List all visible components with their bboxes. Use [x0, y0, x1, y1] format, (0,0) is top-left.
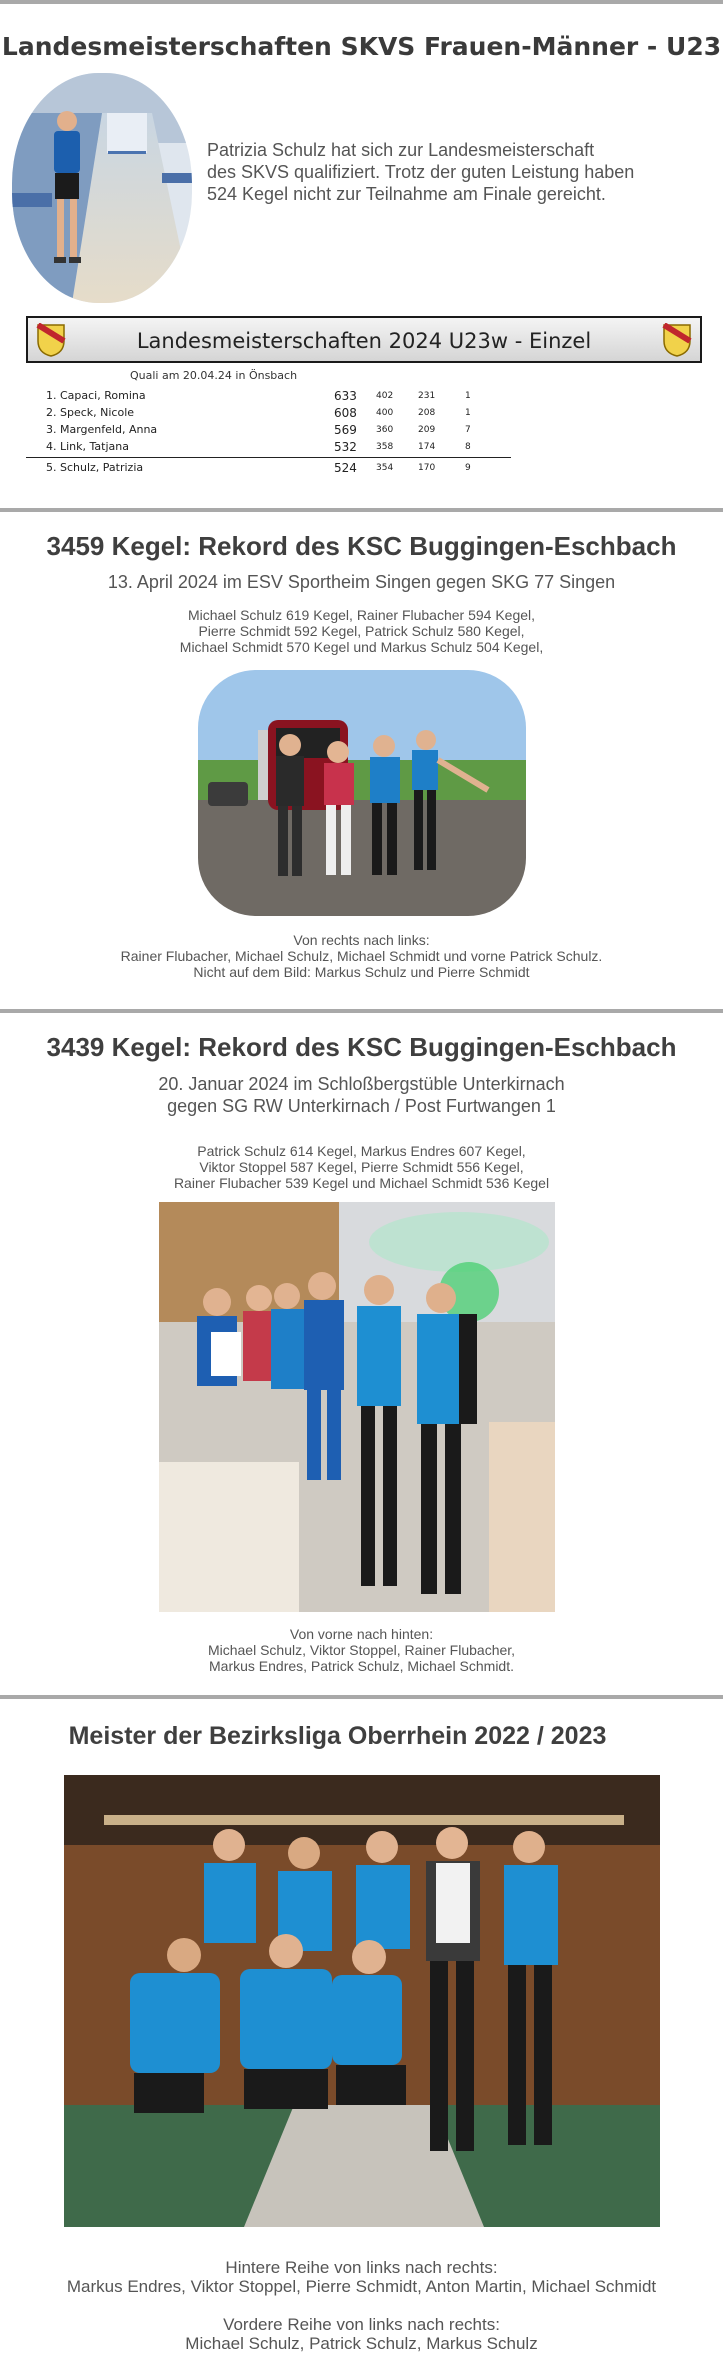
result-line: Michael Schmidt 570 Kegel und Markus Schulz 504 Kegel,	[179, 639, 544, 655]
section2-title: 3459 Kegel: Rekord des KSC Buggingen-Eschbach	[46, 531, 677, 561]
section2-results	[0, 607, 723, 655]
player-clear: 208	[418, 408, 436, 418]
section3-title: 3439 Kegel: Rekord des KSC Buggingen-Eschbach	[46, 1032, 677, 1062]
table-row	[46, 406, 476, 423]
table-row	[46, 440, 476, 457]
player-full: 358	[376, 442, 394, 452]
player-clear: 170	[418, 463, 436, 473]
player-total: 569	[334, 423, 357, 437]
ranking-quali-note: Quali am 20.04.24 in Önsbach	[130, 369, 298, 382]
player-clear: 231	[418, 391, 436, 401]
section2-caption	[0, 932, 723, 980]
crest-icon	[662, 323, 692, 357]
photo-team-restaurant	[159, 1202, 555, 1612]
caption-line: Rainer Flubacher, Michael Schulz, Michael Schmidt und vorne Patrick Schulz.	[120, 948, 603, 964]
divider	[0, 1009, 723, 1013]
subtitle-line: 20. Januar 2024 im Schloßbergstüble Unterkirnach	[158, 1074, 565, 1094]
player-name: 1. Capaci, Romina	[46, 389, 146, 402]
player-misses: 9	[465, 463, 471, 473]
table-row	[46, 461, 476, 478]
section3-caption	[0, 1626, 723, 1674]
player-total: 532	[334, 440, 357, 454]
photo-team-champions	[64, 1775, 660, 2227]
photo-team-car	[198, 670, 526, 916]
section4-title: Meister der Bezirksliga Oberrhein 2022 / 2023	[68, 1722, 607, 1750]
table-row	[46, 389, 476, 406]
subtitle-line: gegen SG RW Unterkirnach / Post Furtwangen 1	[167, 1096, 556, 1116]
result-line: Michael Schulz 619 Kegel, Rainer Flubacher 594 Kegel,	[187, 607, 536, 623]
player-full: 402	[376, 391, 394, 401]
player-full: 400	[376, 408, 394, 418]
player-name: 3. Margenfeld, Anna	[46, 423, 158, 436]
section4-caption	[0, 2258, 723, 2353]
player-total: 608	[334, 406, 357, 420]
caption-line: Von rechts nach links:	[293, 932, 430, 948]
section1-title: Landesmeisterschaften SKVS Frauen-Männer - U23	[1, 32, 722, 61]
qualification-cutline	[26, 457, 511, 458]
player-misses: 8	[465, 442, 471, 452]
caption-line: Michael Schulz, Viktor Stoppel, Rainer Flubacher,	[207, 1642, 516, 1658]
ranking-title: Landesmeisterschaften 2024 U23w - Einzel	[136, 329, 592, 353]
section3-results	[0, 1143, 723, 1191]
result-line: Patrick Schulz 614 Kegel, Markus Endres 607 Kegel,	[197, 1143, 526, 1159]
player-name: 2. Speck, Nicole	[46, 406, 135, 419]
intro-line: 524 Kegel nicht zur Teilnahme am Finale gereicht.	[207, 184, 606, 204]
caption-line: Von vorne nach hinten:	[289, 1626, 434, 1642]
caption-line: Markus Endres, Patrick Schulz, Michael Schmidt.	[209, 1658, 514, 1674]
ranking-header	[26, 316, 702, 363]
result-line: Pierre Schmidt 592 Kegel, Patrick Schulz 580 Kegel,	[198, 623, 525, 639]
divider-top	[0, 0, 723, 4]
result-line: Rainer Flubacher 539 Kegel und Michael Schmidt 536 Kegel	[173, 1175, 550, 1191]
photo-bowler-lane	[12, 73, 192, 303]
player-name: 5. Schulz, Patrizia	[46, 461, 144, 474]
intro-line: Patrizia Schulz hat sich zur Landesmeisterschaft	[207, 140, 595, 160]
player-full: 354	[376, 463, 394, 473]
player-name: 4. Link, Tatjana	[46, 440, 129, 453]
section3-subtitle	[0, 1073, 723, 1117]
player-misses: 7	[465, 425, 471, 435]
table-row	[46, 423, 476, 440]
caption-front-names: Michael Schulz, Patrick Schulz, Markus Schulz	[185, 2334, 538, 2353]
divider	[0, 1695, 723, 1699]
player-clear: 209	[418, 425, 436, 435]
player-total: 524	[334, 461, 357, 475]
caption-line: Nicht auf dem Bild: Markus Schulz und Pierre Schmidt	[193, 964, 530, 980]
divider	[0, 508, 723, 512]
caption-back-names: Markus Endres, Viktor Stoppel, Pierre Schmidt, Anton Martin, Michael Schmidt	[66, 2277, 657, 2296]
player-misses: 1	[465, 408, 471, 418]
result-line: Viktor Stoppel 587 Kegel, Pierre Schmidt 556 Kegel,	[199, 1159, 524, 1175]
player-total: 633	[334, 389, 357, 403]
player-misses: 1	[465, 391, 471, 401]
intro-line: des SKVS qualifiziert. Trotz der guten Leistung haben	[207, 162, 635, 182]
section2-subtitle: 13. April 2024 im ESV Sportheim Singen gegen SKG 77 Singen	[107, 572, 616, 592]
intro-text	[207, 139, 707, 205]
player-clear: 174	[418, 442, 436, 452]
caption-spacer	[0, 2296, 723, 2315]
player-full: 360	[376, 425, 394, 435]
caption-front-label: Vordere Reihe von links nach rechts:	[223, 2315, 500, 2334]
caption-back-label: Hintere Reihe von links nach rechts:	[225, 2258, 498, 2277]
